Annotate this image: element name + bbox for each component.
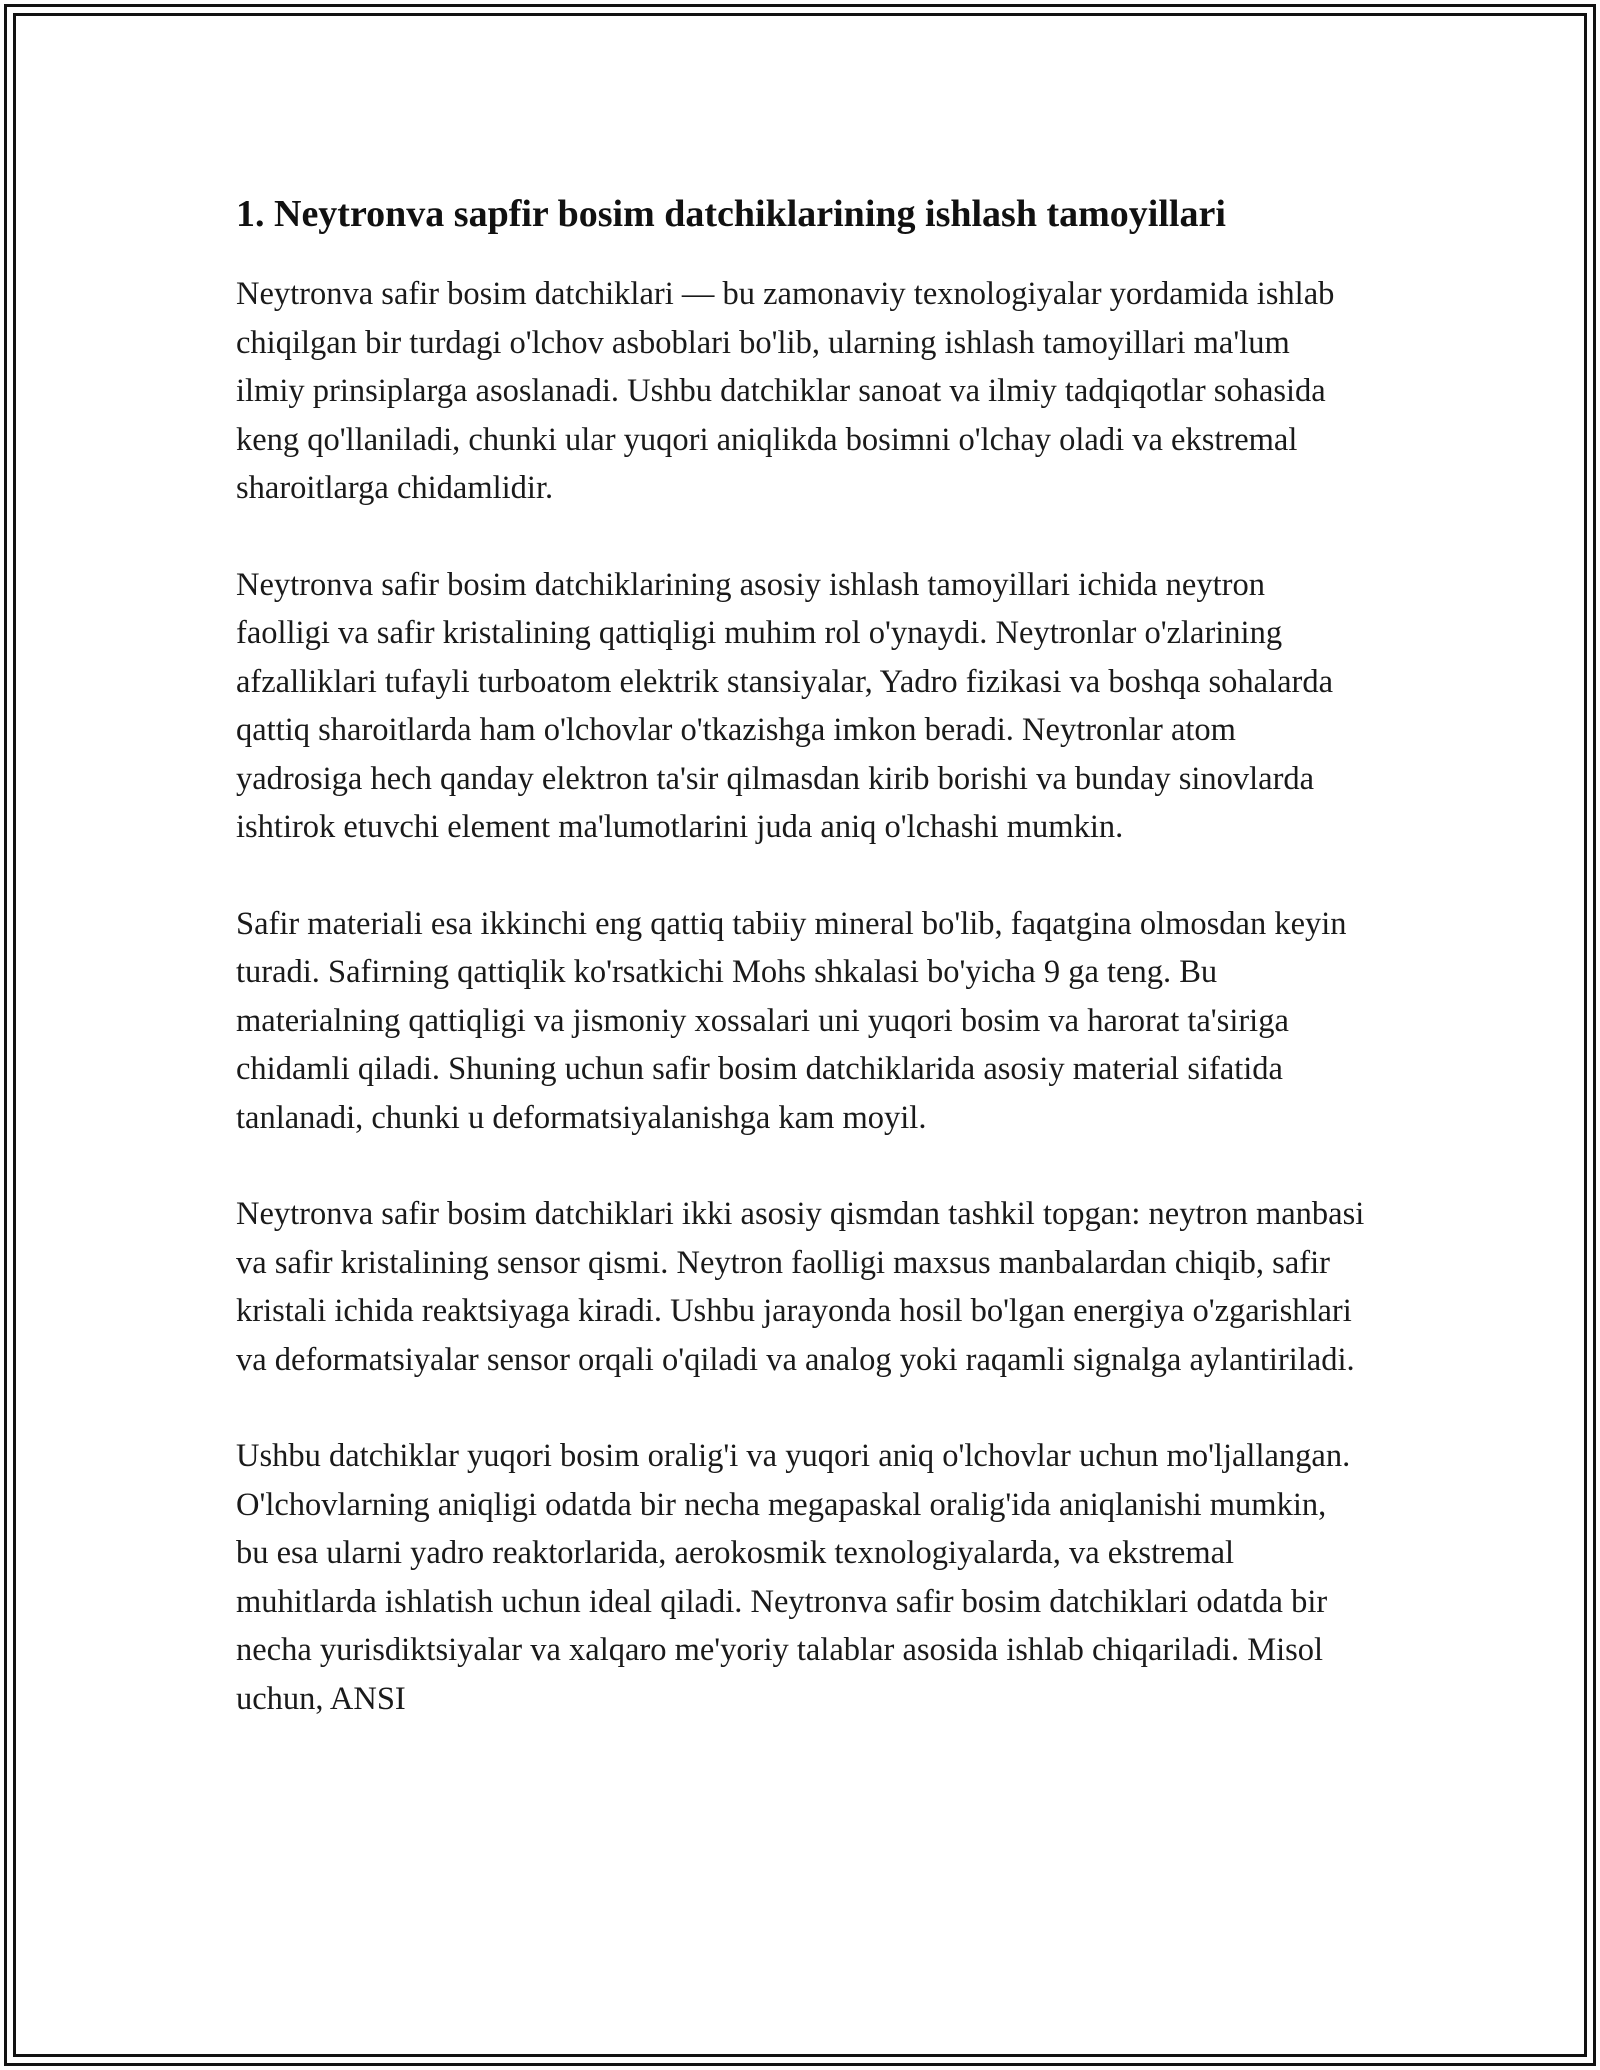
section-heading: 1. Neytronva sapfir bosim datchiklarining ishlash tamoyillari xyxy=(236,193,1226,235)
paragraph-4: Neytronva safir bosim datchiklari ikki asosiy qismdan tashkil topgan: neytron manbasi va safir kristalining sensor qismi. Neytron faolligi maxsus manbalardan chiqib, safir kristali ichida reaktsiyaga kiradi. Ushbu jarayonda hosil bo'lgan energiya o'zgarishlari va deformatsiyalar sensor orqali o'qiladi va analog yoki raqamli signalga aylantiriladi. xyxy=(236,1196,1365,1378)
document-body xyxy=(236,186,1366,1771)
paragraph-3: Safir materiali esa ikkinchi eng qattiq tabiiy mineral bo'lib, faqatgina olmosdan keyin turadi. Safirning qattiqlik ko'rsatkichi Mohs shkalasi bo'yicha 9 ga teng. Bu materialning qattiqligi va jismoniy xossalari uni yuqori bosim va harorat ta'siriga chidamli qiladi. Shuning uchun safir bosim datchiklarida asosiy material sifatida tanlanadi, chunki u deformatsiyalanishga kam moyil. xyxy=(236,905,1347,1136)
paragraph-5: Ushbu datchiklar yuqori bosim oralig'i va yuqori aniq o'lchovlar uchun mo'ljallangan. O'lchovlarning aniqligi odatda bir necha megapaskal oralig'ida aniqlanishi mumkin, bu esa ularni yadro reaktorlarida, aerokosmik texnologiyalarda, va ekstremal muhitlarda ishlatish uchun ideal qiladi. Neytronva safir bosim datchiklari odatda bir necha yurisdiktsiyalar va xalqaro me'yoriy talablar asosida ishlab chiqariladi. Misol uchun, ANSI xyxy=(236,1438,1351,1717)
paragraph-2: Neytronva safir bosim datchiklarining asosiy ishlash tamoyillari ichida neytron faolligi va safir kristalining qattiqligi muhim rol o'ynaydi. Neytronlar o'zlarining afzalliklari tufayli turboatom elektrik stansiyalar, Yadro fizikasi va boshqa sohalarda qattiq sharoitlarda ham o'lchovlar o'tkazishga imkon beradi. Neytronlar atom yadrosiga hech qanday elektron ta'sir qilmasdan kirib borishi va bunday sinovlarda ishtirok etuvchi element ma'lumotlarini juda aniq o'lchashi mumkin. xyxy=(236,566,1334,845)
paragraph-1: Neytronva safir bosim datchiklari — bu zamonaviy texnologiyalar yordamida ishlab chiqilgan bir turdagi o'lchov asboblari bo'lib, ularning ishlash tamoyillari ma'lum ilmiy prinsiplarga asoslanadi. Ushbu datchiklar sanoat va ilmiy tadqiqotlar sohasida keng qo'llaniladi, chunki ular yuqori aniqlikda bosimni o'lchay oladi va ekstremal sharoitlarga chidamlidir. xyxy=(236,276,1335,506)
